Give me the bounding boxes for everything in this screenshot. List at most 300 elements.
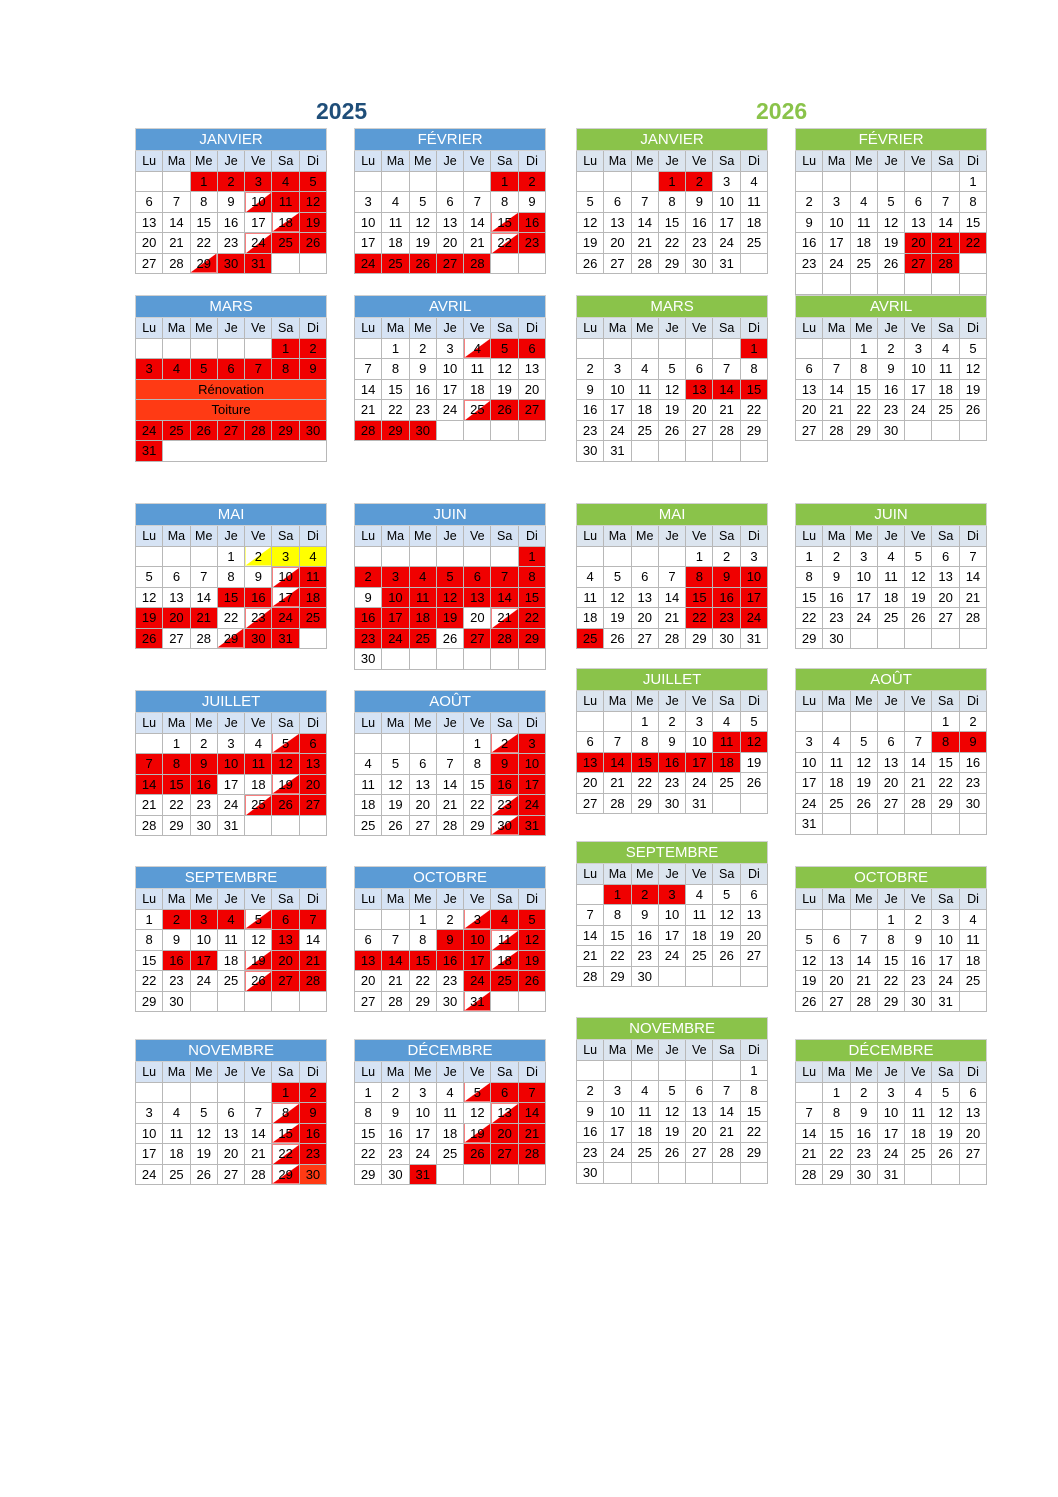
day-cell: 22 (877, 971, 904, 992)
day-cell: 31 (136, 441, 163, 462)
day-cell: 31 (796, 814, 823, 835)
weekday-label: Sa (932, 151, 959, 172)
day-cell: 22 (409, 971, 436, 992)
weekday-label: Sa (491, 889, 518, 910)
day-cell: 7 (163, 192, 190, 213)
empty-cell (959, 991, 986, 1012)
empty-cell (713, 1163, 740, 1184)
day-cell: 7 (190, 567, 217, 588)
day-cell: 25 (877, 608, 904, 629)
day-cell: 23 (796, 253, 823, 274)
day-cell: 19 (299, 212, 326, 233)
day-cell: 4 (272, 171, 299, 192)
day-cell: 28 (136, 815, 163, 836)
day-cell: 6 (604, 192, 631, 213)
day-cell: 28 (518, 1144, 545, 1165)
empty-cell (796, 171, 823, 192)
day-cell: 4 (850, 192, 877, 213)
empty-cell (796, 711, 823, 732)
day-cell: 20 (604, 233, 631, 254)
weekday-label: Di (299, 318, 326, 339)
empty-cell (658, 966, 685, 987)
weekday-label: Di (959, 526, 986, 547)
day-cell: 11 (740, 192, 767, 213)
month-title: JUIN (796, 504, 987, 526)
day-cell: 23 (190, 795, 217, 816)
day-cell: 24 (518, 795, 545, 816)
weekday-label: Je (658, 1040, 685, 1061)
day-cell: 3 (190, 909, 217, 930)
empty-cell (823, 909, 850, 930)
day-cell: 11 (217, 930, 244, 951)
day-cell: 10 (464, 930, 491, 951)
day-cell: 16 (631, 925, 658, 946)
day-cell: 12 (190, 1123, 217, 1144)
day-cell: 3 (382, 567, 409, 588)
day-cell: 21 (299, 950, 326, 971)
day-cell: 3 (713, 171, 740, 192)
weekday-label: Ve (464, 151, 491, 172)
day-cell: 10 (850, 567, 877, 588)
weekday-label: Lu (796, 526, 823, 547)
empty-cell (382, 546, 409, 567)
day-cell: 3 (436, 338, 463, 359)
empty-cell (959, 420, 986, 441)
empty-cell (136, 546, 163, 567)
empty-cell (577, 338, 604, 359)
day-cell: 22 (217, 608, 244, 629)
day-cell: 29 (464, 815, 491, 836)
weekday-label: Sa (713, 1040, 740, 1061)
day-cell: 27 (299, 795, 326, 816)
day-cell: 1 (932, 711, 959, 732)
weekday-label: Me (190, 889, 217, 910)
month-calendar-2026-août (795, 668, 987, 835)
empty-cell (245, 991, 272, 1012)
weekday-label: Je (436, 713, 463, 734)
day-cell: 2 (409, 338, 436, 359)
month-calendar-2025-janvier (135, 128, 327, 274)
day-cell: 2 (631, 884, 658, 905)
weekday-label: Lu (577, 526, 604, 547)
day-cell: 24 (905, 400, 932, 421)
month-title: NOVEMBRE (577, 1018, 768, 1040)
month-calendar-2026-octobre (795, 866, 987, 1012)
day-cell: 29 (796, 628, 823, 649)
weekday-label: Ma (823, 889, 850, 910)
day-cell: 13 (518, 359, 545, 380)
day-cell: 27 (686, 420, 713, 441)
empty-cell (163, 441, 327, 462)
day-cell: 29 (823, 1164, 850, 1185)
day-cell: 23 (959, 773, 986, 794)
day-cell: 10 (190, 930, 217, 951)
weekday-label: Je (877, 691, 904, 712)
weekday-label: Me (631, 691, 658, 712)
day-cell: 26 (932, 1144, 959, 1165)
empty-cell (932, 420, 959, 441)
weekday-label: Lu (355, 526, 382, 547)
empty-cell (631, 546, 658, 567)
day-cell: 23 (850, 1144, 877, 1165)
day-cell: 24 (409, 1144, 436, 1165)
empty-cell (877, 628, 904, 649)
day-cell: 5 (740, 711, 767, 732)
weekday-label: Me (409, 151, 436, 172)
day-cell: 5 (491, 338, 518, 359)
day-cell: 4 (577, 567, 604, 588)
day-cell: 11 (382, 212, 409, 233)
day-cell: 20 (959, 1123, 986, 1144)
day-cell: 16 (299, 1123, 326, 1144)
day-cell: 19 (464, 1123, 491, 1144)
day-cell: 21 (245, 1144, 272, 1165)
day-cell: 26 (604, 628, 631, 649)
day-cell: 15 (686, 587, 713, 608)
empty-cell (604, 546, 631, 567)
day-cell: 2 (299, 1082, 326, 1103)
day-cell: 8 (409, 930, 436, 951)
day-cell: 19 (905, 587, 932, 608)
weekday-label: Je (436, 151, 463, 172)
day-cell: 13 (823, 950, 850, 971)
day-cell: 8 (190, 192, 217, 213)
weekday-label: Ma (604, 1040, 631, 1061)
weekday-label: Sa (491, 318, 518, 339)
weekday-label: Di (299, 713, 326, 734)
day-cell: 6 (491, 1082, 518, 1103)
day-cell: 8 (932, 732, 959, 753)
day-cell: 27 (959, 1144, 986, 1165)
day-cell: 6 (409, 754, 436, 775)
day-cell: 17 (245, 212, 272, 233)
weekday-label: Ve (905, 151, 932, 172)
day-cell: 10 (518, 754, 545, 775)
day-cell: 23 (382, 1144, 409, 1165)
day-cell: 23 (577, 1142, 604, 1163)
day-cell: 23 (631, 946, 658, 967)
day-cell: 4 (823, 732, 850, 753)
day-cell: 16 (190, 774, 217, 795)
day-cell: 7 (604, 732, 631, 753)
empty-cell (299, 815, 326, 836)
empty-cell (604, 711, 631, 732)
day-cell: 31 (464, 991, 491, 1012)
weekday-label: Sa (272, 713, 299, 734)
day-cell: 5 (245, 909, 272, 930)
day-cell: 30 (355, 649, 382, 670)
month-calendar-2026-mars (576, 295, 768, 462)
day-cell: 4 (355, 754, 382, 775)
weekday-label: Me (850, 889, 877, 910)
weekday-label: Sa (932, 318, 959, 339)
day-cell: 28 (245, 420, 272, 441)
day-cell: 3 (464, 909, 491, 930)
day-cell: 11 (850, 212, 877, 233)
day-cell: 27 (932, 608, 959, 629)
day-cell: 2 (823, 546, 850, 567)
day-cell: 24 (136, 420, 163, 441)
day-cell: 9 (245, 567, 272, 588)
day-cell: 11 (577, 587, 604, 608)
day-cell: 25 (932, 400, 959, 421)
weekday-label: Me (409, 889, 436, 910)
weekday-label: Ve (905, 526, 932, 547)
day-cell: 11 (631, 379, 658, 400)
day-cell: 15 (796, 587, 823, 608)
day-cell: 30 (823, 628, 850, 649)
weekday-label: Lu (577, 318, 604, 339)
day-cell: 20 (436, 233, 463, 254)
day-cell: 4 (959, 909, 986, 930)
day-cell: 6 (436, 192, 463, 213)
month-title: FÉVRIER (355, 129, 546, 151)
day-cell: 4 (217, 909, 244, 930)
day-cell: 30 (163, 991, 190, 1012)
weekday-label: Ma (163, 151, 190, 172)
empty-cell (658, 1163, 685, 1184)
day-cell: 28 (932, 253, 959, 274)
day-cell: 31 (932, 991, 959, 1012)
day-cell: 10 (604, 379, 631, 400)
day-cell: 14 (136, 774, 163, 795)
empty-cell (577, 171, 604, 192)
day-cell: 21 (491, 608, 518, 629)
weekday-label: Me (631, 1040, 658, 1061)
month-title: FÉVRIER (796, 129, 987, 151)
empty-cell (823, 711, 850, 732)
day-cell: 25 (245, 795, 272, 816)
weekday-label: Sa (272, 889, 299, 910)
empty-cell (464, 171, 491, 192)
weekday-label: Ma (163, 1062, 190, 1083)
empty-cell (491, 1164, 518, 1185)
weekday-label: Lu (577, 1040, 604, 1061)
empty-cell (932, 628, 959, 649)
day-cell: 18 (491, 950, 518, 971)
day-cell: 28 (959, 608, 986, 629)
weekday-label: Lu (577, 151, 604, 172)
day-cell: 27 (796, 420, 823, 441)
day-cell: 17 (823, 233, 850, 254)
day-cell: 24 (877, 1144, 904, 1165)
day-cell: 2 (905, 909, 932, 930)
day-cell: 17 (796, 773, 823, 794)
weekday-label: Lu (796, 318, 823, 339)
day-cell: 26 (464, 1144, 491, 1165)
day-cell: 17 (604, 1122, 631, 1143)
day-cell: 29 (658, 253, 685, 274)
day-cell: 25 (713, 773, 740, 794)
day-cell: 10 (436, 359, 463, 380)
empty-cell (823, 338, 850, 359)
day-cell: 6 (518, 338, 545, 359)
day-cell: 18 (245, 774, 272, 795)
day-cell: 23 (905, 971, 932, 992)
day-cell: 21 (713, 400, 740, 421)
day-cell: 12 (409, 212, 436, 233)
empty-cell (658, 338, 685, 359)
empty-cell (850, 711, 877, 732)
day-cell: 9 (518, 192, 545, 213)
empty-cell (877, 171, 904, 192)
day-cell: 20 (217, 1144, 244, 1165)
weekday-label: Di (518, 151, 545, 172)
day-cell: 27 (686, 1142, 713, 1163)
weekday-label: Lu (796, 151, 823, 172)
day-cell: 18 (382, 233, 409, 254)
day-cell: 4 (245, 733, 272, 754)
day-cell: 26 (272, 795, 299, 816)
weekday-label: Ve (686, 691, 713, 712)
day-cell: 21 (823, 400, 850, 421)
day-cell: 5 (850, 732, 877, 753)
day-cell: 2 (355, 567, 382, 588)
day-cell: 15 (217, 587, 244, 608)
day-cell: 29 (409, 991, 436, 1012)
day-cell: 27 (355, 991, 382, 1012)
day-cell: 14 (796, 1123, 823, 1144)
day-cell: 7 (713, 1081, 740, 1102)
empty-cell (163, 171, 190, 192)
day-cell: 30 (959, 793, 986, 814)
day-cell: 29 (136, 991, 163, 1012)
day-cell: 14 (299, 930, 326, 951)
day-cell: 2 (577, 1081, 604, 1102)
day-cell: 15 (959, 212, 986, 233)
day-cell: 14 (163, 212, 190, 233)
day-cell: 11 (355, 774, 382, 795)
day-cell: 9 (686, 192, 713, 213)
day-cell: 29 (686, 628, 713, 649)
day-cell: 18 (823, 773, 850, 794)
day-cell: 7 (382, 930, 409, 951)
weekday-label: Lu (355, 1062, 382, 1083)
weekday-label: Ve (686, 526, 713, 547)
day-cell: 29 (382, 420, 409, 441)
day-cell: 3 (136, 1103, 163, 1124)
day-cell: 21 (464, 233, 491, 254)
day-cell: 1 (217, 546, 244, 567)
empty-cell (850, 171, 877, 192)
day-cell: 25 (631, 1142, 658, 1163)
weekday-label: Ve (245, 318, 272, 339)
weekday-label: Me (850, 526, 877, 547)
day-cell: 19 (382, 795, 409, 816)
day-cell: 11 (877, 567, 904, 588)
day-cell: 4 (740, 171, 767, 192)
day-cell: 15 (877, 950, 904, 971)
day-cell: 17 (686, 752, 713, 773)
weekday-label: Ma (163, 526, 190, 547)
day-cell: 15 (631, 752, 658, 773)
empty-cell (604, 1163, 631, 1184)
day-cell: 31 (518, 815, 545, 836)
empty-cell (272, 253, 299, 274)
day-cell: 18 (905, 1123, 932, 1144)
day-cell: 21 (713, 1122, 740, 1143)
day-cell: 13 (932, 567, 959, 588)
day-cell: 24 (686, 773, 713, 794)
day-cell: 8 (740, 1081, 767, 1102)
day-cell: 6 (272, 909, 299, 930)
day-cell: 17 (409, 1123, 436, 1144)
day-cell: 21 (932, 233, 959, 254)
empty-cell (658, 1060, 685, 1081)
weekday-label: Je (436, 526, 463, 547)
day-cell: 10 (796, 752, 823, 773)
day-cell: 27 (518, 400, 545, 421)
empty-cell (604, 171, 631, 192)
weekday-label: Je (217, 526, 244, 547)
day-cell: 16 (355, 608, 382, 629)
day-cell: 5 (382, 754, 409, 775)
day-cell: 13 (796, 379, 823, 400)
empty-cell (163, 546, 190, 567)
day-cell: 19 (713, 925, 740, 946)
day-cell: 24 (245, 233, 272, 254)
empty-cell (823, 274, 850, 295)
empty-cell (740, 1163, 767, 1184)
empty-cell (577, 711, 604, 732)
day-cell: 7 (932, 192, 959, 213)
month-calendar-2025-septembre (135, 866, 327, 1012)
weekday-label: Lu (136, 889, 163, 910)
weekday-label: Sa (272, 318, 299, 339)
day-cell: 5 (190, 359, 217, 380)
day-cell: 19 (604, 608, 631, 629)
month-calendar-2025-décembre (354, 1039, 546, 1185)
day-cell: 28 (713, 420, 740, 441)
empty-cell (850, 628, 877, 649)
day-cell: 14 (436, 774, 463, 795)
day-cell: 23 (686, 233, 713, 254)
day-cell: 29 (877, 991, 904, 1012)
weekday-label: Di (518, 713, 545, 734)
empty-cell (740, 441, 767, 462)
day-cell: 9 (796, 212, 823, 233)
day-cell: 3 (823, 192, 850, 213)
empty-cell (905, 711, 932, 732)
day-cell: 6 (796, 359, 823, 380)
day-cell: 16 (658, 752, 685, 773)
weekday-label: Ve (245, 1062, 272, 1083)
empty-cell (436, 1164, 463, 1185)
empty-cell (163, 1082, 190, 1103)
day-cell: 31 (245, 253, 272, 274)
day-cell: 28 (905, 793, 932, 814)
weekday-label: Di (959, 318, 986, 339)
weekday-label: Ve (464, 526, 491, 547)
day-cell: 25 (163, 420, 190, 441)
day-cell: 7 (658, 567, 685, 588)
day-cell: 9 (823, 567, 850, 588)
weekday-label: Je (217, 1062, 244, 1083)
day-cell: 15 (740, 379, 767, 400)
day-cell: 4 (382, 192, 409, 213)
day-cell: 12 (436, 587, 463, 608)
day-cell: 2 (382, 1082, 409, 1103)
day-cell: 11 (245, 754, 272, 775)
day-cell: 18 (959, 950, 986, 971)
weekday-label: Ma (163, 713, 190, 734)
day-cell: 25 (491, 971, 518, 992)
empty-cell (518, 649, 545, 670)
day-cell: 28 (245, 1164, 272, 1185)
day-cell: 6 (631, 567, 658, 588)
day-cell: 10 (823, 212, 850, 233)
day-cell: 17 (905, 379, 932, 400)
